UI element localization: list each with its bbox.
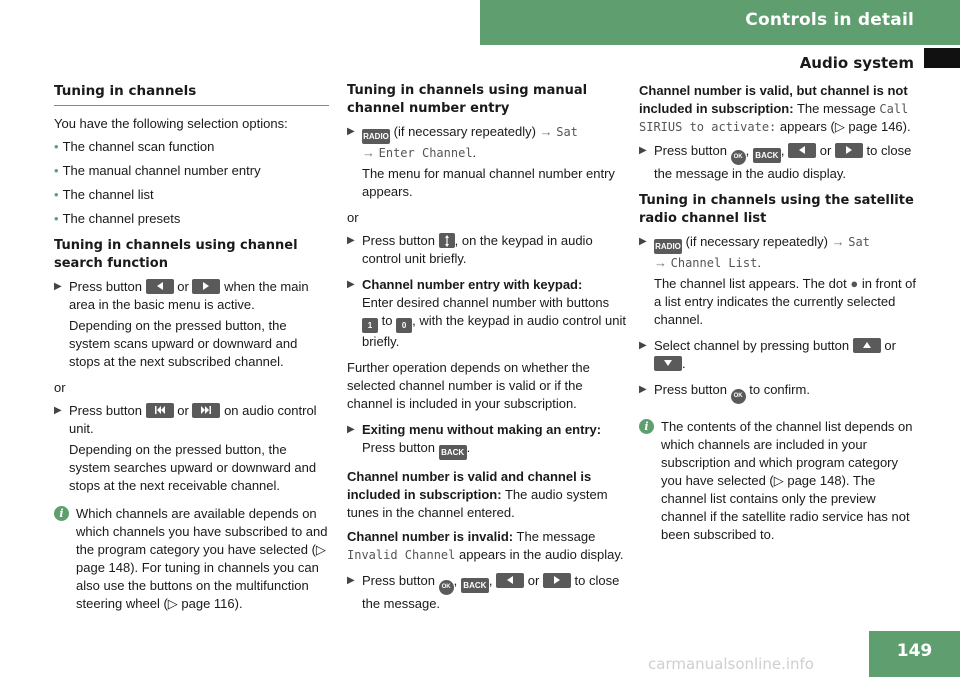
ok-button-icon: OK <box>731 389 746 404</box>
step: ▶ RADIO (if necessary repeatedly) → Sat → Enter Channel. <box>347 124 578 160</box>
ok-button-icon: OK <box>439 580 454 595</box>
info-icon: i <box>54 506 69 521</box>
left-arrow-button-icon <box>146 279 174 294</box>
column-2 <box>347 82 627 616</box>
list-item: • The manual channel number entry <box>54 163 261 178</box>
step: ▶ Press button or on audio control unit. <box>54 403 317 436</box>
topic-title: Audio system <box>799 54 914 72</box>
step-arrow-icon: ▶ <box>54 281 62 292</box>
back-button-icon: BACK <box>461 578 489 593</box>
step: ▶ Press button OK , BACK , or to close the message. <box>347 573 620 611</box>
selected-dot-icon: ● <box>850 276 859 291</box>
right-arrow-button-icon <box>543 573 571 588</box>
arrow-right-icon: → <box>654 255 667 270</box>
step: ▶ Select channel by pressing button or . <box>639 338 896 371</box>
key-0-button-icon: 0 <box>396 318 412 333</box>
arrow-right-icon: → <box>831 234 845 249</box>
column-3 <box>639 82 919 544</box>
step-result: The menu for manual channel number entry appears. <box>362 166 615 199</box>
step-arrow-icon: ▶ <box>347 235 355 246</box>
left-arrow-button-icon <box>496 573 524 588</box>
list-item: • The channel scan function <box>54 139 215 154</box>
step-arrow-icon: ▶ <box>54 405 62 416</box>
subheading-channel-list: Tuning in channels using the satellite radio channel list <box>639 193 914 226</box>
right-arrow-button-icon <box>192 279 220 294</box>
info-note: i The contents of the channel list depends on which channels are included in your subscription and which program category you have selected (▷ page 148). The channel list contains only the preview channel if the satellite radio service has not been subscribed to. <box>639 418 919 544</box>
step-arrow-icon: ▶ <box>639 236 647 247</box>
arrow-right-icon: → <box>539 124 553 139</box>
body-text: Further operation depends on whether the selected channel number is valid or if the channel is included in your subscription. <box>347 360 590 411</box>
section-heading: Tuning in channels <box>54 82 329 106</box>
info-note: i Which channels are available depends on which channels you have subscribed to and the program category you have selected (▷ page 148). For tuning in channels you can also use the buttons on the multifunction steering wheel (▷ page 116). <box>54 505 329 613</box>
subheading-channel-search: Tuning in channels using channel search function <box>54 238 298 271</box>
skip-back-button-icon <box>146 403 174 418</box>
step-result: Depending on the pressed button, the system searches upward or downward and stops at the next receivable channel. <box>69 442 317 493</box>
step: ▶ Press button OK to confirm. <box>639 381 919 404</box>
step: ▶ RADIO (if necessary repeatedly) → Sat → Channel List. <box>639 234 870 270</box>
step-arrow-icon: ▶ <box>639 340 647 351</box>
radio-button-icon: RADIO <box>654 239 682 254</box>
step-arrow-icon: ▶ <box>639 384 647 395</box>
step-arrow-icon: ▶ <box>347 279 355 290</box>
arrow-right-icon: → <box>362 145 375 160</box>
or-text: or <box>347 210 359 225</box>
skip-forward-button-icon <box>192 403 220 418</box>
step-arrow-icon: ▶ <box>347 126 355 137</box>
down-arrow-button-icon <box>654 356 682 371</box>
back-button-icon: BACK <box>439 445 467 460</box>
up-arrow-button-icon <box>853 338 881 353</box>
step: ▶ Exiting menu without making an entry: Press button BACK . <box>347 421 627 460</box>
step: ▶ Press button , on the keypad in audio control unit briefly. <box>347 233 593 266</box>
watermark: carmanualsonline.info <box>648 655 814 673</box>
intro-text: You have the following selection options: <box>54 116 288 131</box>
radio-button-icon: RADIO <box>362 129 390 144</box>
body-text: Channel number is valid, but channel is not included in subscription: The message Call SIRIUS to activate: appears (▷ page 146). <box>639 83 911 134</box>
hash-button-icon <box>439 233 455 248</box>
step: ▶ Press button or when the main area in the basic menu is active. <box>54 279 309 312</box>
chapter-tab <box>924 48 960 68</box>
or-text: or <box>54 380 66 395</box>
list-item: • The channel presets <box>54 211 181 226</box>
column-1 <box>54 82 329 613</box>
key-1-button-icon: 1 <box>362 318 378 333</box>
page-number: 149 <box>869 631 960 677</box>
subheading-manual-entry: Tuning in channels using manual channel number entry <box>347 83 588 116</box>
right-arrow-button-icon <box>835 143 863 158</box>
body-text: Channel number is valid and channel is included in subscription: The audio system tunes in the channel entered. <box>347 469 608 520</box>
left-arrow-button-icon <box>788 143 816 158</box>
step-result: The channel list appears. The dot ● in front of a list entry indicates the currently selected channel. <box>654 276 917 327</box>
back-button-icon: BACK <box>753 148 781 163</box>
step-arrow-icon: ▶ <box>347 424 355 435</box>
step-arrow-icon: ▶ <box>639 145 647 156</box>
body-text: Channel number is invalid: The message Invalid Channel appears in the audio display. <box>347 529 624 562</box>
step: ▶ Press button OK , BACK , or to close the message in the audio display. <box>639 143 912 181</box>
step-arrow-icon: ▶ <box>347 575 355 586</box>
section-title: Controls in detail <box>745 10 914 30</box>
info-icon: i <box>639 419 654 434</box>
step-result: Depending on the pressed button, the system scans upward or downward and stops at the next subscribed channel. <box>69 318 298 369</box>
ok-button-icon: OK <box>731 150 746 165</box>
list-item: • The channel list <box>54 187 154 202</box>
step: ▶ Channel number entry with keypad: Enter desired channel number with buttons 1 to 0 , with the keypad in audio control unit briefly. <box>347 277 627 349</box>
